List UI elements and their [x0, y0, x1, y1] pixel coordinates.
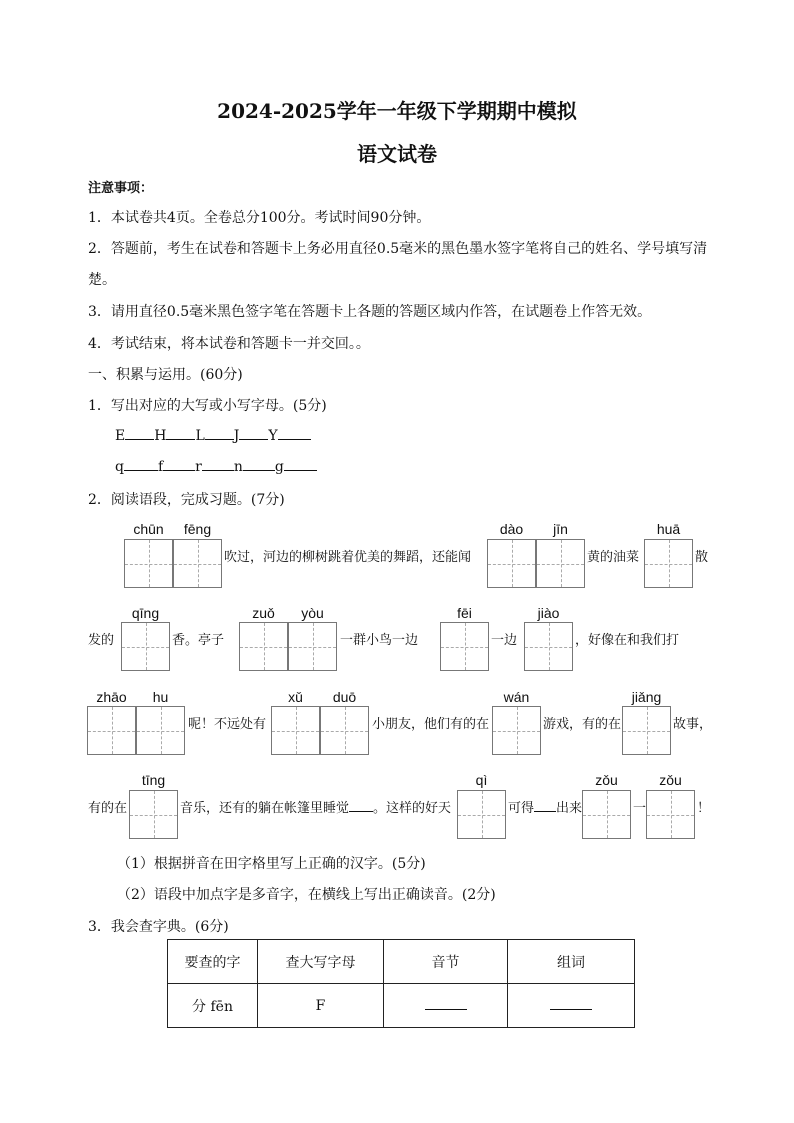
question-1-prompt: 1．写出对应的大写或小写字母。(5分): [88, 398, 327, 414]
tianzige-box[interactable]: [320, 706, 369, 755]
notes-heading: 注意事项：: [88, 181, 154, 196]
answer-blank[interactable]: [166, 427, 195, 440]
table-cell: F: [258, 984, 384, 1028]
pinyin-label: hu: [152, 689, 169, 705]
passage-text: [180, 797, 451, 816]
passage-text: ！: [697, 801, 711, 816]
answer-blank[interactable]: [124, 458, 158, 471]
tianzige-box[interactable]: [644, 539, 693, 588]
exam-title: 2024-2025学年一年级下学期期中模拟: [217, 99, 577, 123]
section-heading: 一、积累与运用。(60分): [88, 367, 243, 383]
table-cell: [508, 984, 635, 1028]
tianzige-box[interactable]: [239, 622, 288, 671]
letter: r: [195, 459, 202, 475]
passage-text: 故事，: [673, 717, 713, 732]
answer-blank[interactable]: [550, 997, 592, 1010]
passage-text: 一群小鸟一边: [340, 633, 419, 648]
pinyin-label: fēng: [183, 521, 212, 537]
letter: L: [195, 428, 205, 444]
tianzige-box[interactable]: [440, 622, 489, 671]
tianzige-box[interactable]: [173, 539, 222, 588]
tianzige-box[interactable]: [87, 706, 136, 755]
passage-text: 有的在: [88, 801, 128, 816]
pinyin-label: wán: [503, 689, 530, 705]
passage-text: 黄的油菜: [587, 550, 640, 565]
exam-subtitle: 语文试卷: [357, 142, 437, 166]
letter: f: [157, 459, 164, 475]
pinyin-label: chūn: [133, 521, 164, 537]
table-header: 音节: [384, 940, 508, 984]
note-item: 1．本试卷共4页。全卷总分100分。考试时间90分钟。: [88, 210, 431, 226]
table-header: 查大写字母: [258, 940, 384, 984]
pinyin-label: zǒu: [659, 772, 682, 788]
tianzige-box[interactable]: [582, 790, 631, 839]
pinyin-label: zhāo: [96, 689, 127, 705]
note-item: 楚。: [88, 272, 116, 288]
passage-text: 出来: [556, 801, 583, 816]
tianzige-box[interactable]: [487, 539, 536, 588]
pinyin-label: yòu: [301, 605, 324, 621]
table-header: 要查的字: [168, 940, 258, 984]
question-3-prompt: 3．我会查字典。(6分): [88, 919, 229, 935]
tianzige-box[interactable]: [492, 706, 541, 755]
pinyin-label: jīn: [553, 521, 568, 537]
pinyin-label: jiào: [537, 605, 560, 621]
pinyin-label: fēi: [457, 605, 472, 621]
tianzige-box[interactable]: [271, 706, 320, 755]
pinyin-label: jiǎng: [631, 689, 662, 705]
pronunciation-blank[interactable]: [349, 800, 373, 812]
letter: H: [154, 428, 167, 444]
letter: E: [115, 428, 126, 444]
table-header-row: [168, 940, 635, 984]
sub-question: （2）语段中加点字是多音字，在横线上写出正确读音。(2分): [117, 887, 496, 903]
uppercase-row: [115, 427, 311, 444]
answer-blank[interactable]: [125, 427, 154, 440]
passage-text: 音乐，还有的躺在帐篷里睡觉: [180, 801, 350, 816]
question-2-prompt: 2．阅读语段，完成习题。(7分): [88, 492, 285, 508]
passage-text: 。这样的好天: [373, 801, 452, 816]
pinyin-label: xǔ: [288, 689, 303, 705]
passage-text: 一: [633, 801, 647, 816]
note-item: 4．考试结束，将本试卷和答题卡一并交回。。: [88, 336, 370, 352]
tianzige-box[interactable]: [124, 539, 173, 588]
answer-blank[interactable]: [205, 427, 234, 440]
passage-text: 可得: [508, 801, 535, 816]
passage-text: ，好像在和我们打: [575, 633, 680, 648]
pronunciation-blank[interactable]: [534, 800, 556, 812]
letter: q: [115, 459, 124, 475]
passage-text: 发的: [88, 633, 115, 648]
pinyin-label: duō: [332, 689, 357, 705]
pinyin-label: zuǒ: [252, 605, 275, 621]
passage-text: [508, 797, 582, 816]
letter: J: [233, 428, 240, 444]
sub-question: （1）根据拼音在田字格里写上正确的汉字。(5分): [117, 856, 426, 872]
answer-blank[interactable]: [243, 458, 275, 471]
table-cell: 分 fēn: [168, 984, 258, 1028]
letter: Y: [268, 428, 278, 444]
tianzige-box[interactable]: [536, 539, 585, 588]
tianzige-box[interactable]: [457, 790, 506, 839]
table-header: 组词: [508, 940, 635, 984]
tianzige-box[interactable]: [622, 706, 671, 755]
answer-blank[interactable]: [202, 458, 234, 471]
passage-text: 吹过，河边的柳树跳着优美的舞蹈，还能闻: [224, 550, 472, 565]
passage-text: 散: [695, 550, 709, 565]
tianzige-box[interactable]: [129, 790, 178, 839]
answer-blank[interactable]: [163, 458, 195, 471]
pinyin-label: dào: [499, 521, 524, 537]
answer-blank[interactable]: [278, 427, 311, 440]
tianzige-box[interactable]: [136, 706, 185, 755]
tianzige-box[interactable]: [646, 790, 695, 839]
dictionary-table: [167, 939, 635, 1028]
letter: g: [274, 459, 284, 475]
passage-text: 一边: [491, 633, 518, 648]
table-row: [168, 984, 635, 1028]
answer-blank[interactable]: [284, 458, 317, 471]
lowercase-row: [115, 458, 317, 475]
pinyin-label: qīng: [131, 605, 160, 621]
pinyin-label: qì: [475, 772, 488, 788]
pinyin-label: tīng: [141, 772, 166, 788]
letter: n: [233, 459, 243, 475]
note-item: 2．答题前，考生在试卷和答题卡上务必用直径0.5毫米的黑色墨水签字笔将自己的姓名、学号填写清: [88, 241, 708, 257]
tianzige-box[interactable]: [524, 622, 573, 671]
tianzige-box[interactable]: [288, 622, 337, 671]
table-cell: [384, 984, 508, 1028]
tianzige-box[interactable]: [121, 622, 170, 671]
passage-text: 小朋友，他们有的在: [372, 717, 490, 732]
pinyin-label: zǒu: [595, 772, 618, 788]
pinyin-label: huā: [656, 521, 681, 537]
answer-blank[interactable]: [425, 997, 467, 1010]
answer-blank[interactable]: [239, 427, 268, 440]
passage-text: 香。亭子: [172, 633, 225, 648]
passage-text: 呢！不远处有: [188, 717, 267, 732]
passage-text: 游戏，有的在: [543, 717, 622, 732]
note-item: 3．请用直径0.5毫米黑色签字笔在答题卡上各题的答题区域内作答，在试题卷上作答无效。: [88, 304, 652, 320]
